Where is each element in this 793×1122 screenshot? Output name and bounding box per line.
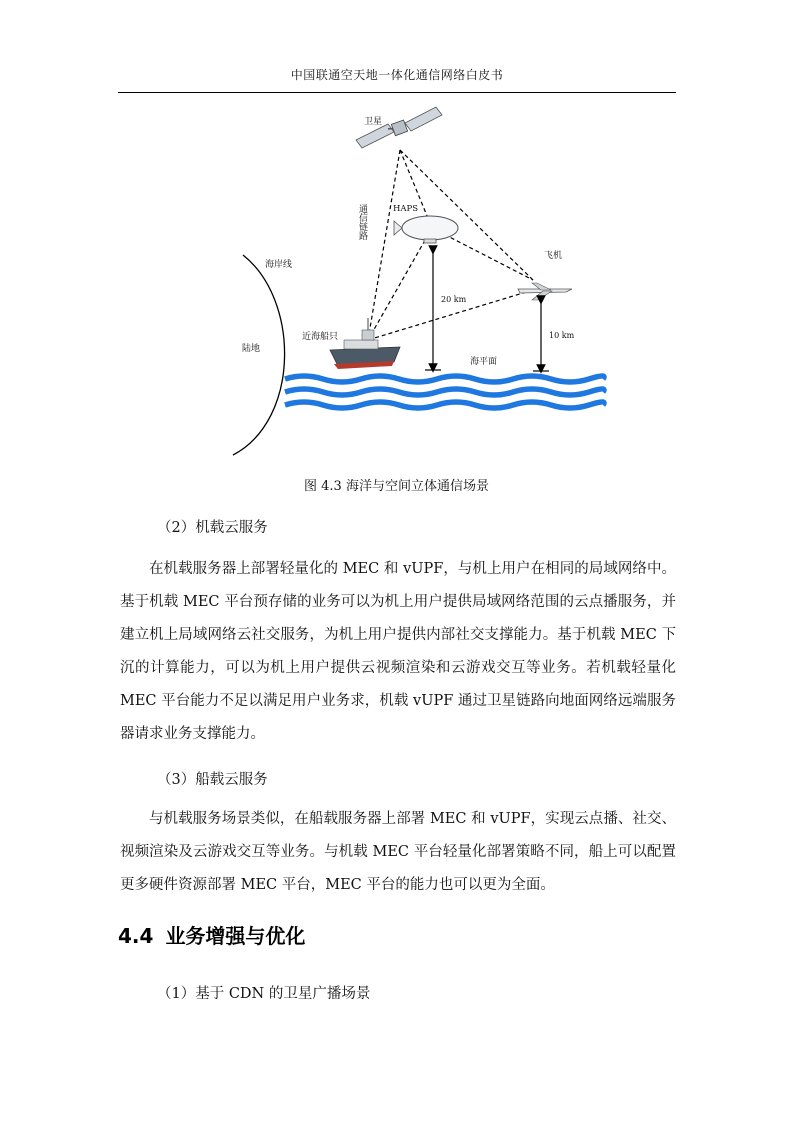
subsection-title-onboard-cloud: （2）机载云服务 <box>157 520 268 536</box>
paragraph-onboard-cloud: 在机载服务器上部署轻量化的 MEC 和 vUPF，与机上用户在相同的局域网络中。基于机载 MEC 平台预存储的业务可以为机上用户提供局域网络范围的云点播服务，并建立机上局域网络云社交服务，为机上用户提供内部社交支撑能力。基于机载 MEC 下沉的计算能力，可以为机上用户提供云视频渲染和云游戏交互等业务。若机载轻量化 MEC 平台能力不足以满足用户业务求，机载 vUPF 通过卫星链路向地面网络远端服务器请求业务支撑能力。 <box>120 561 676 742</box>
satellite-icon <box>356 107 442 148</box>
sea-waves <box>285 376 604 408</box>
label-ship: 近海船只 <box>302 332 339 342</box>
height-arrow-haps <box>425 250 441 370</box>
ocean-space-figure <box>0 0 793 470</box>
comm-link-lines <box>368 150 533 340</box>
label-height-aircraft: 10 km <box>549 331 575 340</box>
coastline-curve <box>233 255 285 455</box>
label-aircraft: 飞机 <box>544 251 563 261</box>
haps-airship-icon <box>394 216 458 243</box>
label-satellite: 卫星 <box>364 117 383 127</box>
label-coastline: 海岸线 <box>265 260 293 270</box>
figure-caption: 图 4.3 海洋与空间立体通信场景 <box>304 479 489 494</box>
height-arrow-aircraft <box>533 300 549 371</box>
label-comm-link: 通信链路 <box>357 204 367 240</box>
subsection-title-shipborne-cloud: （3）船载云服务 <box>157 772 268 788</box>
running-header: 中国联通空天地一体化通信网络白皮书 <box>290 68 504 82</box>
label-sea-level: 海平面 <box>470 357 498 367</box>
aircraft-icon <box>518 283 572 300</box>
section-title: 业务增强与优化 <box>165 924 306 948</box>
section-number: 4.4 <box>118 924 154 948</box>
paragraph-shipborne-cloud: 与机载服务场景类似，在船载服务器上部署 MEC 和 vUPF，实现云点播、社交、视频渲染及云游戏交互等业务。与机载 MEC 平台轻量化部署策略不同，船上可以配置更多硬件资源部署 MEC 平台，MEC 平台的能力也可以更为全面。 <box>120 811 676 893</box>
label-height-haps: 20 km <box>441 295 467 304</box>
label-haps: HAPS <box>393 204 419 214</box>
ship-icon <box>330 318 400 369</box>
subsection-title-cdn-broadcast: （1）基于 CDN 的卫星广播场景 <box>157 986 371 1002</box>
label-land: 陆地 <box>242 344 261 354</box>
section-heading-4-4 <box>118 920 305 949</box>
